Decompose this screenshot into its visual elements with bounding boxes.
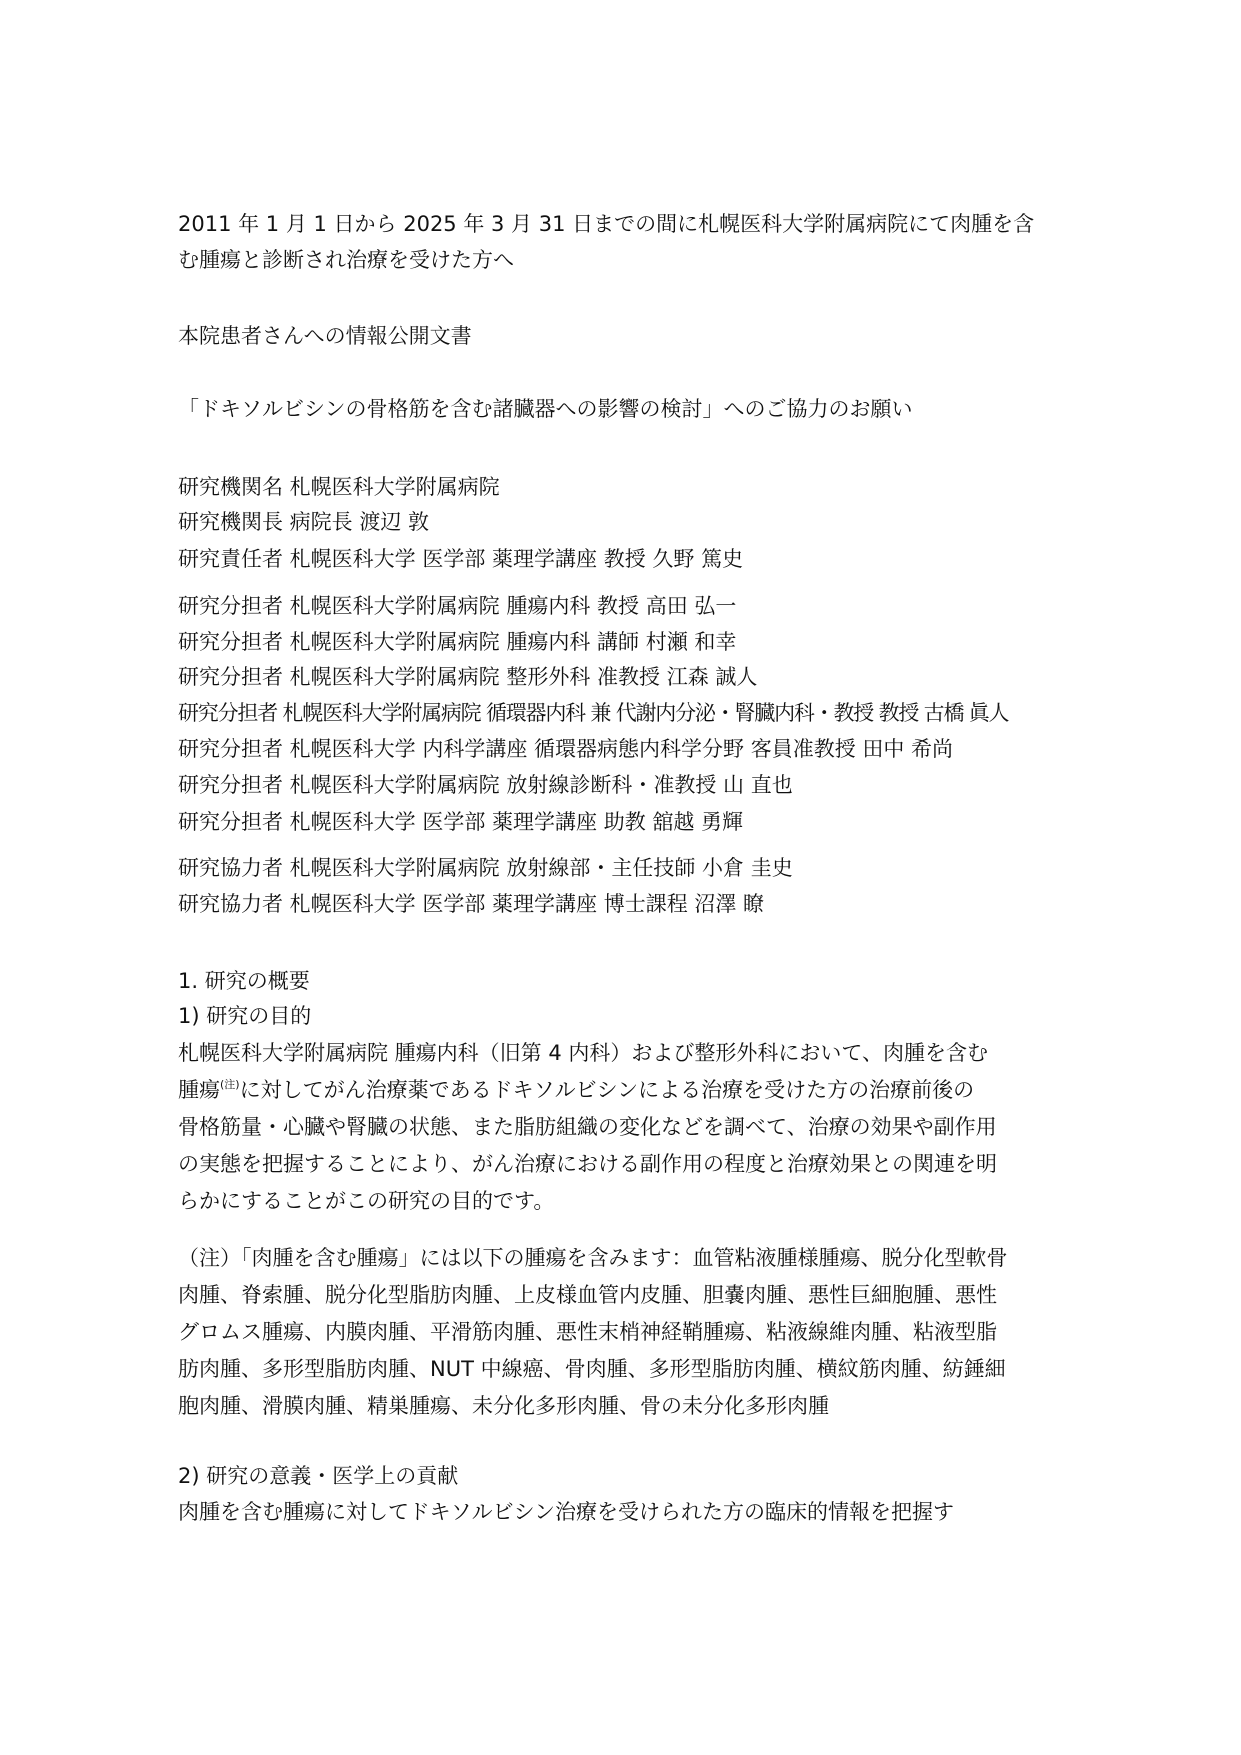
section-1-heading: 1. 研究の概要 (178, 969, 310, 993)
target-heading-line2: む腫瘍と診断され治療を受けた方へ (178, 248, 514, 272)
paragraph-line: 札幌医科大学附属病院 腫瘍内科（旧第 4 内科）および整形外科において、肉腫を含む (178, 1041, 988, 1065)
significance-paragraph (178, 1494, 1073, 1531)
note-line: 肪肉腫、多形型脂肪肉腫、NUT 中線癌、骨肉腫、多形型脂肪肉腫、横紋筋肉腫、紡錘細 (178, 1357, 1006, 1381)
target-heading-line1: 2011 年 1 月 1 日から 2025 年 3 月 31 日までの間に札幌医科大学附属病院にて肉腫を含 (178, 212, 1035, 236)
staff-line: 研究分担者 札幌医科大学附属病院 循環器内科 兼 代謝内分泌・腎臓内科・教授 教授 古橋 眞人 (178, 701, 1009, 725)
staff-line: 研究分担者 札幌医科大学 医学部 薬理学講座 助教 舘越 勇輝 (178, 810, 744, 834)
note-line: 胞肉腫、滑膜肉腫、精巣腫瘍、未分化多形肉腫、骨の未分化多形肉腫 (178, 1394, 829, 1418)
staff-line: 研究協力者 札幌医科大学附属病院 放射線部・主任技師 小倉 圭史 (178, 856, 793, 880)
paragraph-line: 肉腫を含む腫瘍に対してドキソルビシン治療を受けられた方の臨床的情報を把握す (178, 1500, 955, 1524)
purpose-paragraph (178, 1035, 1073, 1220)
paragraph-line: の実態を把握することにより、がん治療における副作用の程度と治療効果との関連を明 (178, 1152, 997, 1176)
staff-line: 研究分担者 札幌医科大学附属病院 放射線診断科・准教授 山 直也 (178, 773, 793, 797)
note-line: 肉腫、脊索腫、脱分化型脂肪肉腫、上皮様血管内皮腫、胆嚢肉腫、悪性巨細胞腫、悪性 (178, 1283, 997, 1307)
staff-line: 研究機関長 病院長 渡辺 敦 (178, 510, 430, 534)
note-marker: (注) (220, 1078, 240, 1091)
note-paragraph (178, 1240, 1073, 1425)
paragraph-line: 腫瘍$^{(注)}$に対してがん治療薬であるドキソルビシンによる治療を受けた方の治療前後の (178, 1078, 975, 1102)
paragraph-line: らかにすることがこの研究の目的です。 (178, 1189, 555, 1213)
document-type: 本院患者さんへの情報公開文書 (178, 324, 472, 348)
staff-line: 研究分担者 札幌医科大学附属病院 整形外科 准教授 江森 誠人 (178, 665, 758, 689)
staff-line: 研究分担者 札幌医科大学附属病院 腫瘍内科 講師 村瀬 和幸 (178, 630, 737, 654)
study-title: 「ドキソルビシンの骨格筋を含む諸臓器への影響の検討」へのご協力のお願い (178, 397, 913, 421)
paragraph-line: 骨格筋量・心臓や腎臓の状態、また脂肪組織の変化などを調べて、治療の効果や副作用 (178, 1115, 997, 1139)
subsection-purpose-heading: 1) 研究の目的 (178, 1004, 312, 1028)
staff-line: 研究分担者 札幌医科大学附属病院 腫瘍内科 教授 高田 弘一 (178, 594, 737, 618)
staff-line: 研究協力者 札幌医科大学 医学部 薬理学講座 博士課程 沼澤 瞭 (178, 892, 765, 916)
staff-line: 研究機関名 札幌医科大学附属病院 (178, 475, 500, 499)
staff-line: 研究責任者 札幌医科大学 医学部 薬理学講座 教授 久野 篤史 (178, 547, 744, 571)
staff-line: 研究分担者 札幌医科大学 内科学講座 循環器病態内科学分野 客員准教授 田中 希尚 (178, 737, 954, 761)
note-line: （注）「肉腫を含む腫瘍」には以下の腫瘍を含みます：血管粘液腫様腫瘍、脱分化型軟骨 (178, 1246, 1008, 1270)
note-line: グロムス腫瘍、内膜肉腫、平滑筋肉腫、悪性末梢神経鞘腫瘍、粘液線維肉腫、粘液型脂 (178, 1320, 997, 1344)
subsection-significance-heading: 2) 研究の意義・医学上の貢献 (178, 1464, 459, 1488)
